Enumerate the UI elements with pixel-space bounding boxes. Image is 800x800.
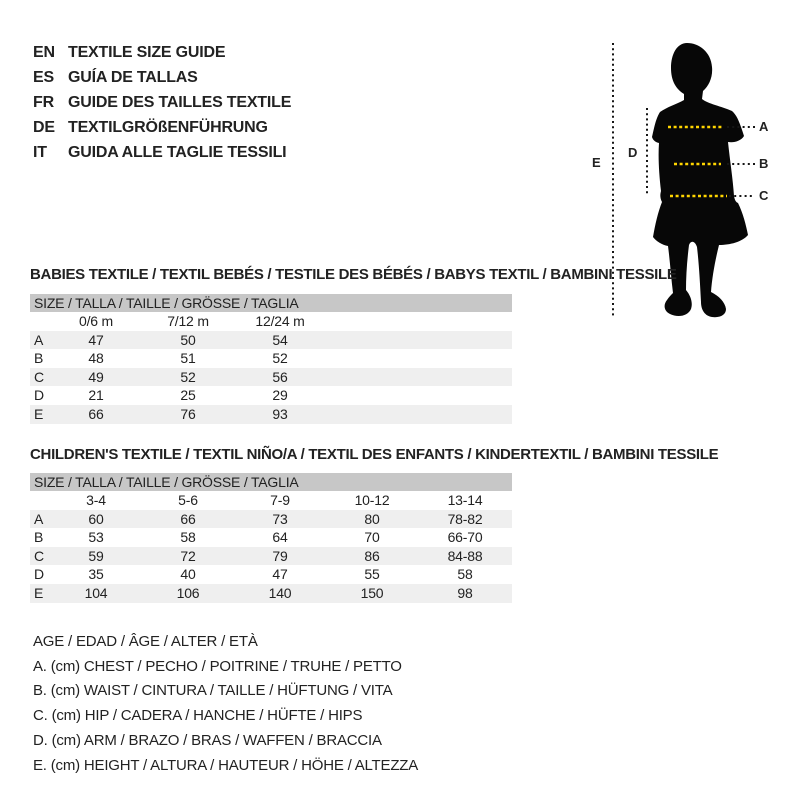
row-letter-cell: D [34,566,44,583]
row-letter-cell: D [34,387,44,404]
size-cell: 53 [88,529,104,546]
size-cell: 52 [180,368,196,385]
size-cell: 51 [180,350,196,367]
babies-size-table [30,312,512,424]
column-header-cell: 10-12 [354,492,390,508]
size-cell: 21 [88,387,104,404]
size-cell: 72 [180,547,196,564]
column-header-cell: 7/12 m [167,313,209,329]
measurement-legend [33,630,418,778]
size-cell: 66 [180,510,196,527]
measure-label-b: B [759,156,769,171]
size-cell: 58 [180,529,196,546]
table-row [30,565,512,584]
language-row [33,115,291,140]
babies-size-table-block [30,294,512,424]
table-row [30,386,512,405]
size-cell: 47 [272,566,288,583]
language-title: TEXTILE SIZE GUIDE [68,44,226,61]
babies-section-title: BABIES TEXTILE / TEXTIL BEBÉS / TESTILE DES BÉBÉS / BABYS TEXTIL / BAMBINI TESSILE [30,266,677,283]
size-cell: 104 [84,584,108,601]
table-row [30,528,512,547]
size-cell: 56 [272,368,288,385]
size-cell: 76 [180,405,196,422]
column-header-cell [30,312,50,331]
size-cell: 25 [180,387,196,404]
language-row [33,90,291,115]
children-size-header-bar: SIZE / TALLA / TAILLE / GRÖSSE / TAGLIA [30,473,512,491]
size-cell: 66 [88,405,104,422]
language-title: GUÍA DE TALLAS [68,69,198,86]
size-cell: 48 [88,350,104,367]
row-letter-cell: A [34,331,44,348]
size-cell: 66-70 [447,529,483,546]
size-cell: 140 [268,584,292,601]
table-row [30,331,512,350]
legend-line-age: AGE / EDAD / ÂGE / ALTER / ETÀ [33,633,258,650]
children-size-table [30,491,512,603]
size-cell: 78-82 [447,510,483,527]
language-title-list [33,40,291,165]
language-row [33,65,291,90]
size-cell: 84-88 [447,547,483,564]
size-cell: 98 [457,584,473,601]
row-letter-cell: B [34,350,44,367]
size-cell: 106 [176,584,200,601]
measure-label-a: A [759,119,769,134]
size-cell: 54 [272,331,288,348]
measure-label-c: C [759,188,769,203]
size-cell: 58 [457,566,473,583]
size-cell: 40 [180,566,196,583]
row-letter-cell: C [34,547,44,564]
size-cell: 35 [88,566,104,583]
column-header-cell: 13-14 [447,492,483,508]
language-code: FR [33,94,54,111]
row-letter-cell: C [34,368,44,385]
table-row [30,510,512,529]
size-cell: 47 [88,331,104,348]
legend-line-waist: B. (cm) WAIST / CINTURA / TAILLE / HÜFTUNG / VITA [33,682,393,700]
size-cell: 55 [364,566,380,583]
language-code: EN [33,44,55,61]
size-cell: 79 [272,547,288,564]
size-cell: 70 [364,529,380,546]
size-cell: 64 [272,529,288,546]
legend-line-height: E. (cm) HEIGHT / ALTURA / HAUTEUR / HÖHE / ALTEZZA [33,756,419,774]
language-code: IT [33,144,47,161]
row-letter-cell: A [34,510,44,527]
size-cell: 59 [88,547,104,564]
column-header-cell [30,491,50,510]
size-cell: 86 [364,547,380,564]
children-section-title: CHILDREN'S TEXTILE / TEXTIL NIÑO/A / TEXTIL DES ENFANTS / KINDERTEXTIL / BAMBINI TESSILE [30,446,719,463]
row-letter-cell: E [34,584,44,601]
column-header-row [30,312,512,331]
column-header-cell: 3-4 [86,492,106,508]
babies-size-header-bar: SIZE / TALLA / TAILLE / GRÖSSE / TAGLIA [30,294,512,312]
column-header-cell: 5-6 [178,492,198,508]
column-header-cell: 7-9 [270,492,290,508]
measure-label-e: E [592,155,601,170]
legend-line-arm: D. (cm) ARM / BRAZO / BRAS / WAFFEN / BRACCIA [33,731,382,749]
children-size-table-block [30,473,512,603]
table-row [30,584,512,603]
measure-label-d: D [628,145,638,160]
size-cell: 52 [272,350,288,367]
size-cell: 80 [364,510,380,527]
language-row [33,40,291,65]
language-title: GUIDE DES TAILLES TEXTILE [68,94,292,111]
table-row [30,547,512,566]
size-cell: 60 [88,510,104,527]
size-cell: 50 [180,331,196,348]
language-code: DE [33,119,55,136]
size-cell: 49 [88,368,104,385]
language-code: ES [33,69,54,86]
table-row [30,405,512,424]
legend-line-hip: C. (cm) HIP / CADERA / HANCHE / HÜFTE / HIPS [33,707,363,725]
size-cell: 73 [272,510,288,527]
column-header-cell: 0/6 m [78,313,113,329]
language-title: TEXTILGRÖßENFÜHRUNG [68,119,268,136]
row-letter-cell: B [34,529,44,546]
table-row [30,368,512,387]
size-cell: 150 [360,584,384,601]
row-letter-cell: E [34,405,44,422]
size-cell: 29 [272,387,288,404]
size-cell: 93 [272,405,288,422]
legend-line-chest: A. (cm) CHEST / PECHO / POITRINE / TRUHE / PETTO [33,657,402,675]
language-title: GUIDA ALLE TAGLIE TESSILI [68,144,287,161]
language-row [33,140,291,165]
column-header-cell: 12/24 m [255,313,305,329]
column-header-row [30,491,512,510]
table-row [30,349,512,368]
